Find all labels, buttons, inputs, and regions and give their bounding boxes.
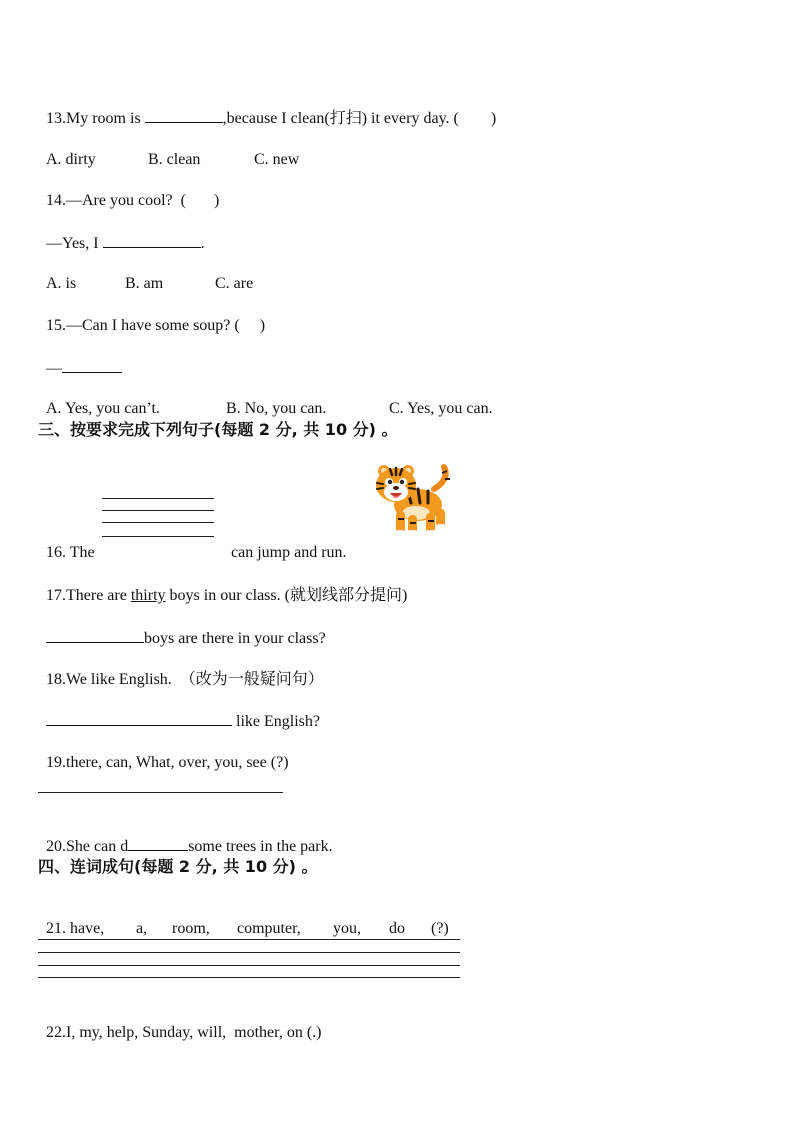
- question-19: [38, 733, 289, 773]
- q18-question-text: 18.We like English. （改为一般疑问句）: [46, 671, 324, 688]
- q14-option-b: B. am: [125, 275, 164, 292]
- q13-text-after: ,because I clean(打扫) it every day. ( ): [222, 110, 497, 127]
- q14-option-a: A. is: [46, 275, 77, 292]
- q16-prefix: 16. The: [46, 544, 95, 561]
- section-4-heading: 四、连词成句(每题 2 分, 共 10 分) 。: [38, 857, 318, 876]
- q14-question-text: 14.—Are you cool? ( ): [46, 192, 220, 209]
- question-15: [38, 296, 265, 336]
- question-20: [38, 816, 333, 857]
- q21-answer-line-3[interactable]: [38, 965, 460, 966]
- q19-answer-line[interactable]: [38, 792, 283, 793]
- q14-options: [38, 254, 253, 294]
- q21-word: room,: [172, 920, 210, 937]
- q15-question-text: 15.—Can I have some soup? ( ): [46, 317, 266, 334]
- q13-option-b: B. clean: [148, 151, 201, 168]
- q21-word: 21. have,: [46, 920, 105, 937]
- q17-answer-line: [38, 608, 326, 649]
- q20-text-after: some trees in the park.: [188, 838, 333, 855]
- q15-option-c: C. Yes, you can.: [389, 400, 493, 417]
- q21-answer-line-2[interactable]: [38, 952, 460, 953]
- q15-option-b: B. No, you can.: [226, 400, 327, 417]
- q17-underlined-word: thirty: [130, 587, 166, 604]
- q16-blank-line-2[interactable]: [102, 510, 214, 511]
- q16-blank-line-3[interactable]: [102, 522, 214, 523]
- q16-blank-line-1[interactable]: [102, 498, 214, 499]
- q21-word: computer,: [237, 920, 301, 937]
- q17-text-after: boys in our class. (就划线部分提问): [165, 587, 408, 604]
- question-18: [38, 650, 324, 690]
- q20-answer-blank[interactable]: [128, 836, 188, 851]
- q14-option-c: C. are: [215, 275, 254, 292]
- q21-word: do: [389, 920, 405, 937]
- q21-answer-line-4[interactable]: [38, 977, 460, 978]
- q16-suffix-line: [223, 523, 347, 563]
- q18-answer-suffix: like English?: [232, 713, 320, 730]
- question-13: [38, 88, 496, 129]
- q13-options: [38, 130, 299, 170]
- q16-blank-line-4[interactable]: [102, 536, 214, 537]
- q14-answer-suffix: .: [200, 235, 205, 252]
- q17-text-before: 17.There are: [46, 587, 131, 604]
- q13-text-before: 13.My room is: [46, 110, 145, 127]
- q15-option-a: A. Yes, you can’t.: [46, 400, 160, 417]
- q15-answer-prefix: —: [46, 360, 62, 377]
- q14-answer-line: [38, 213, 205, 254]
- q21-word: (?): [431, 920, 449, 937]
- q19-question-text: 19.there, can, What, over, you, see (?): [46, 754, 289, 771]
- question-17: [38, 566, 407, 606]
- q13-option-a: A. dirty: [46, 151, 96, 168]
- section-3-heading: 三、按要求完成下列句子(每题 2 分, 共 10 分) 。: [38, 420, 398, 439]
- question-21: [38, 899, 449, 939]
- q21-answer-line-1[interactable]: [38, 939, 460, 940]
- q18-answer-line: [38, 691, 320, 732]
- q15-answer-line: [38, 338, 122, 379]
- q17-answer-suffix: boys are there in your class?: [144, 630, 326, 647]
- q21-word: you,: [333, 920, 361, 937]
- q22-question-text: 22.I, my, help, Sunday, will, mother, on (.): [46, 1024, 322, 1041]
- q13-answer-blank[interactable]: [145, 108, 223, 123]
- q16-suffix: can jump and run.: [231, 544, 347, 561]
- q20-text-before: 20.She can d: [46, 838, 129, 855]
- q14-answer-blank[interactable]: [103, 233, 201, 248]
- q17-answer-blank[interactable]: [46, 628, 144, 643]
- question-22: [38, 1003, 321, 1043]
- q15-answer-blank[interactable]: [62, 358, 122, 373]
- q21-word: a,: [136, 920, 148, 937]
- question-14: [38, 171, 219, 211]
- q18-answer-blank[interactable]: [46, 711, 232, 726]
- q15-options: [38, 379, 493, 419]
- tiger-cartoon-image: [360, 459, 452, 541]
- q14-answer-prefix: —Yes, I: [46, 235, 103, 252]
- question-16: [38, 523, 95, 563]
- q13-option-c: C. new: [254, 151, 300, 168]
